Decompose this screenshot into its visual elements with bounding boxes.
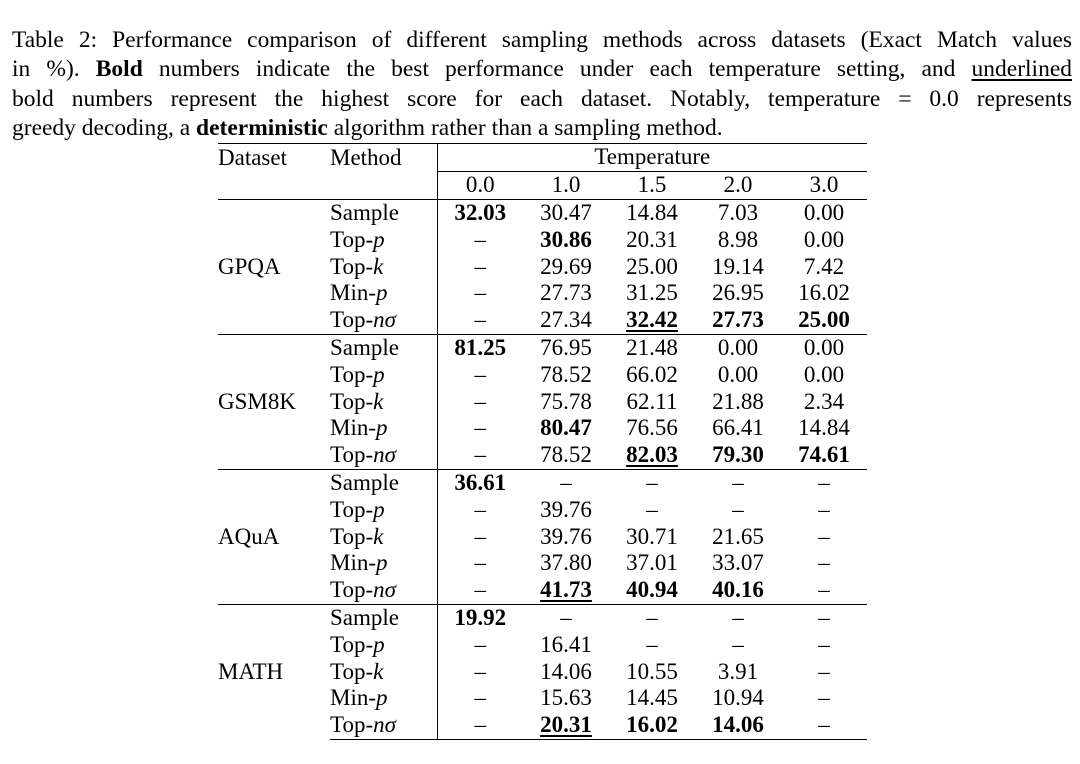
score-cell: 81.25 [437,334,523,361]
score-cell: – [437,712,523,739]
score-cell: 41.73 [540,577,592,603]
score-cell: 10.94 [712,685,764,711]
header-method: Method [330,144,437,172]
results-table [218,143,867,740]
score-cell: – [818,631,830,657]
temp-2-0: 2.0 [723,172,753,198]
score-cell: 39.76 [540,523,592,549]
score-cell: 80.47 [540,415,592,441]
score-cell: 25.00 [626,253,678,279]
score-cell: 8.98 [717,226,759,252]
score-cell: – [474,496,486,522]
method-top-k: Top-k [330,253,437,280]
score-cell: 74.61 [798,442,850,468]
caption-line-2: in %). Bold numbers indicate the best performance under each temperature setting, and underlined [12,56,1073,83]
score-cell: 78.52 [540,361,592,387]
score-cell: – [818,685,830,711]
header-row-1 [218,144,867,172]
score-cell: – [474,523,486,549]
score-cell: 31.25 [626,280,678,306]
temp-3-0: 3.0 [809,172,839,198]
score-cell: 66.41 [712,415,764,441]
score-cell: 27.34 [540,307,592,333]
method-min-p: Min-p [330,415,437,442]
method-top-p: Top-p [330,361,437,388]
header-row-2 [218,171,867,199]
score-cell: – [609,604,695,631]
method-min-p: Min-p [330,685,437,712]
score-cell: 27.73 [540,280,592,306]
method-sample: Sample [330,199,437,226]
temp-1-0: 1.0 [551,172,581,198]
score-cell: 0.00 [695,334,781,361]
score-cell: – [474,361,486,387]
header-dataset: Dataset [218,144,330,172]
score-cell: – [474,658,486,684]
score-cell: – [523,469,609,496]
score-cell: 79.30 [712,442,764,468]
table-row [218,469,867,496]
score-cell: – [781,712,867,739]
score-cell: – [695,469,781,496]
temp-0-0: 0.0 [465,172,495,198]
score-cell: 0.00 [803,226,845,252]
method-top-nsigma: Top-nσ [330,442,437,469]
score-cell: – [474,577,486,603]
score-cell: 25.00 [798,307,850,333]
score-cell: 14.45 [626,685,678,711]
score-cell: – [474,307,486,333]
score-cell: – [818,550,830,576]
caption-line-3: bold numbers represent the highest score for each dataset. Notably, temperature = 0.0 represents [12,85,1072,112]
score-cell: – [474,442,486,468]
score-cell: – [474,631,486,657]
score-cell: – [474,253,486,279]
score-cell: 14.84 [609,199,695,226]
score-cell: 16.41 [540,631,592,657]
score-cell: 30.71 [626,523,678,549]
score-cell: 0.00 [717,361,759,387]
dataset-name: MATH [218,604,330,739]
score-cell: – [781,469,867,496]
score-cell: 0.00 [781,199,867,226]
method-top-k: Top-k [330,658,437,685]
method-top-p: Top-p [330,496,437,523]
score-cell: 32.03 [437,199,523,226]
dataset-name: AQuA [218,469,330,604]
method-sample: Sample [330,604,437,631]
score-cell: 29.69 [540,253,592,279]
score-cell: 40.16 [712,577,764,603]
table-row [218,334,867,361]
caption-line-4: greedy decoding, a deterministic algorithm rather than a sampling method. [12,115,723,142]
score-cell: 14.84 [798,415,850,441]
score-cell: 20.31 [523,712,609,739]
dataset-name: GSM8K [218,334,330,469]
score-cell: 21.48 [609,334,695,361]
score-cell: 10.55 [626,658,678,684]
table-caption [12,26,1072,144]
score-cell: 32.42 [626,307,678,333]
score-cell: – [474,685,486,711]
score-cell: 78.52 [540,442,592,468]
score-cell: 2.34 [803,388,845,414]
score-cell: 37.01 [626,550,678,576]
score-cell: 14.06 [695,712,781,739]
score-cell: – [818,523,830,549]
score-cell: 16.02 [609,712,695,739]
dataset-name: GPQA [218,199,330,334]
method-top-nsigma: Top-nσ [330,307,437,334]
score-cell: – [474,550,486,576]
score-cell: 21.88 [712,388,764,414]
method-sample: Sample [330,334,437,361]
score-cell: – [609,469,695,496]
method-top-k: Top-k [330,388,437,415]
score-cell: – [732,496,744,522]
score-cell: – [474,388,486,414]
score-cell: 27.73 [712,307,764,333]
score-cell: 3.91 [717,658,759,684]
score-cell: 75.78 [540,388,592,414]
header-temperature: Temperature [437,144,867,172]
method-top-k: Top-k [330,523,437,550]
score-cell: 0.00 [803,361,845,387]
score-cell: 7.03 [695,199,781,226]
score-cell: – [523,604,609,631]
score-cell: – [474,415,486,441]
score-cell: 0.00 [781,334,867,361]
method-top-nsigma: Top-nσ [330,577,437,604]
score-cell: 26.95 [712,280,764,306]
method-min-p: Min-p [330,550,437,577]
score-cell: 7.42 [803,253,845,279]
score-cell: 21.65 [712,523,764,549]
score-cell: 40.94 [626,577,678,603]
score-cell: 82.03 [626,442,678,468]
method-min-p: Min-p [330,280,437,307]
score-cell: – [818,658,830,684]
score-cell: 66.02 [626,361,678,387]
score-cell: 19.92 [437,604,523,631]
score-cell: – [732,631,744,657]
method-sample: Sample [330,469,437,496]
score-cell: – [646,631,658,657]
score-cell: 14.06 [540,658,592,684]
score-cell: 19.14 [712,253,764,279]
method-top-p: Top-p [330,631,437,658]
score-cell: 39.76 [540,496,592,522]
score-cell: – [646,496,658,522]
method-top-p: Top-p [330,226,437,253]
score-cell: 15.63 [540,685,592,711]
score-cell: 16.02 [798,280,850,306]
score-cell: – [818,496,830,522]
score-cell: 62.11 [626,388,678,414]
score-cell: – [818,577,830,603]
score-cell: 76.95 [523,334,609,361]
score-cell: – [474,280,486,306]
table-row [218,199,867,226]
score-cell: 30.47 [523,199,609,226]
score-cell: – [695,604,781,631]
score-cell: – [781,604,867,631]
score-cell: 36.61 [437,469,523,496]
caption-line-1: Table 2: Performance comparison of different sampling methods across datasets (Exact Match values [12,27,1072,53]
method-top-nsigma: Top-nσ [330,712,437,739]
score-cell: 76.56 [626,415,678,441]
score-cell: – [474,226,486,252]
score-cell: 30.86 [540,226,592,252]
score-cell: 33.07 [712,550,764,576]
temp-1-5: 1.5 [637,172,667,198]
score-cell: 37.80 [540,550,592,576]
table-row [218,604,867,631]
score-cell: 20.31 [626,226,678,252]
